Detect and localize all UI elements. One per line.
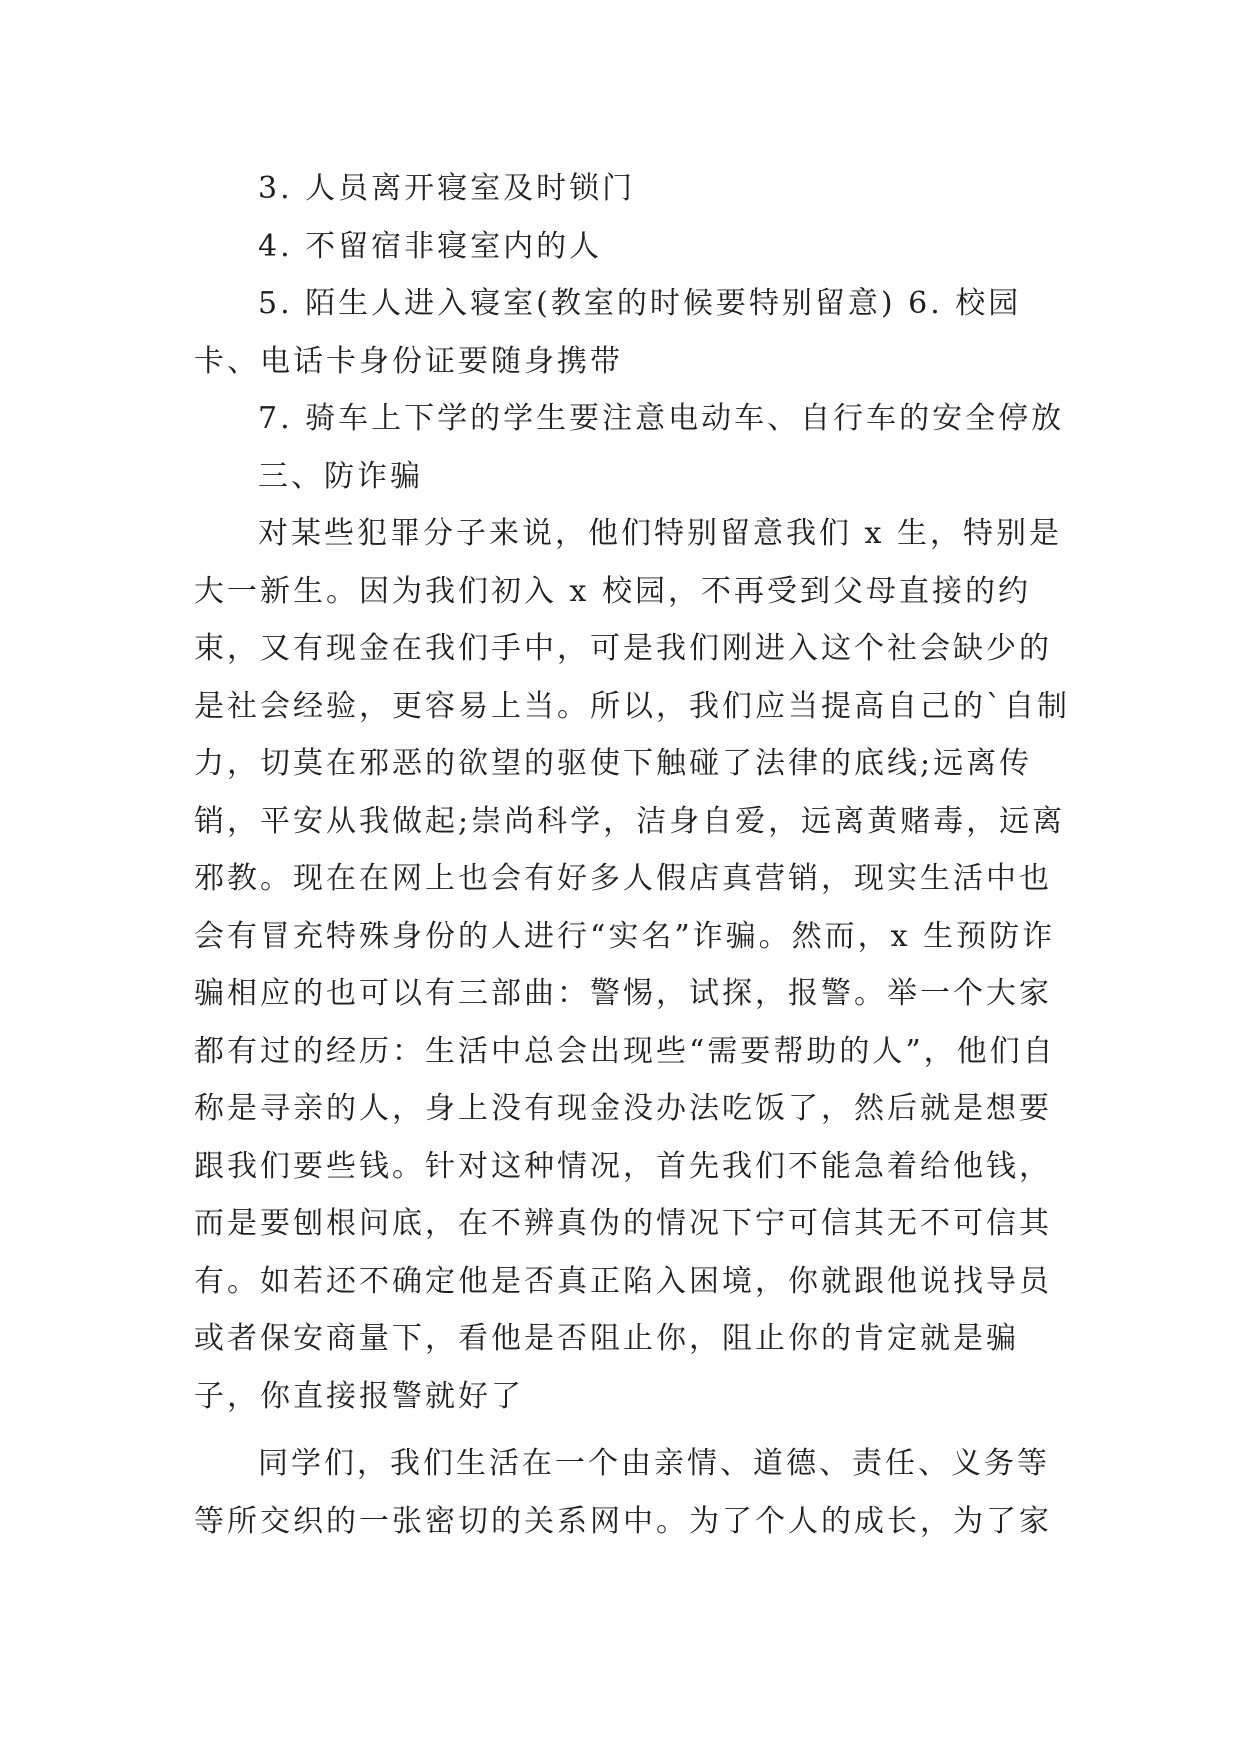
list-item-no-guests: 4. 不留宿非寝室内的人 xyxy=(258,228,603,264)
section-heading-anti-fraud: 三、防诈骗 xyxy=(258,458,423,494)
document-body xyxy=(194,160,1074,1550)
paragraph-closing: 同学们，我们生活在一个由亲情、道德、责任、义务等等所交织的一张密切的关系网中。为了个人的成长，为了家 xyxy=(194,1446,1052,1539)
list-item-strangers-and-cards: 5. 陌生人进入寝室(教室的时候要特别留意) 6. 校园卡、电话卡身份证要随身携带 xyxy=(194,286,1022,379)
list-item-bike-parking: 7. 骑车上下学的学生要注意电动车、自行车的安全停放 xyxy=(258,401,1065,436)
paragraph-anti-fraud: 对某些犯罪分子来说，他们特别留意我们 x 生，特别是大一新生。因为我们初入 x 校园，不再受到父母直接的约束，又有现金在我们手中，可是我们刚进入这个社会缺少的是社会经验，更容易上当。所以，我们应当提高自己的`自制力，切莫在邪恶的欲望的驱使下触碰了法律的底线;远离传销，平安从我做起;崇尚科学，洁身自爱，远离黄赌毒，远离邪教。现在在网上也会有好多人假店真营销，现实生活中也会有冒充特殊身份的人进行“实名”诈骗。然而，x 生预防诈骗相应的也可以有三部曲：警惕，试探，报警。举一个大家都有过的经历：生活中总会出现些“需要帮助的人”，他们自称是寻亲的人，身上没有现金没办法吃饭了，然后就是想要跟我们要些钱。针对这种情况，首先我们不能急着给他钱，而是要刨根问底，在不辨真伪的情况下宁可信其无不可信其有。如若还不确定他是否真正陷入困境，你就跟他说找导员或者保安商量下，看他是否阻止你，阻止你的肯定就是骗子，你直接报警就好了 xyxy=(194,516,1070,1414)
list-item-lock-door: 3. 人员离开寝室及时锁门 xyxy=(258,171,636,206)
